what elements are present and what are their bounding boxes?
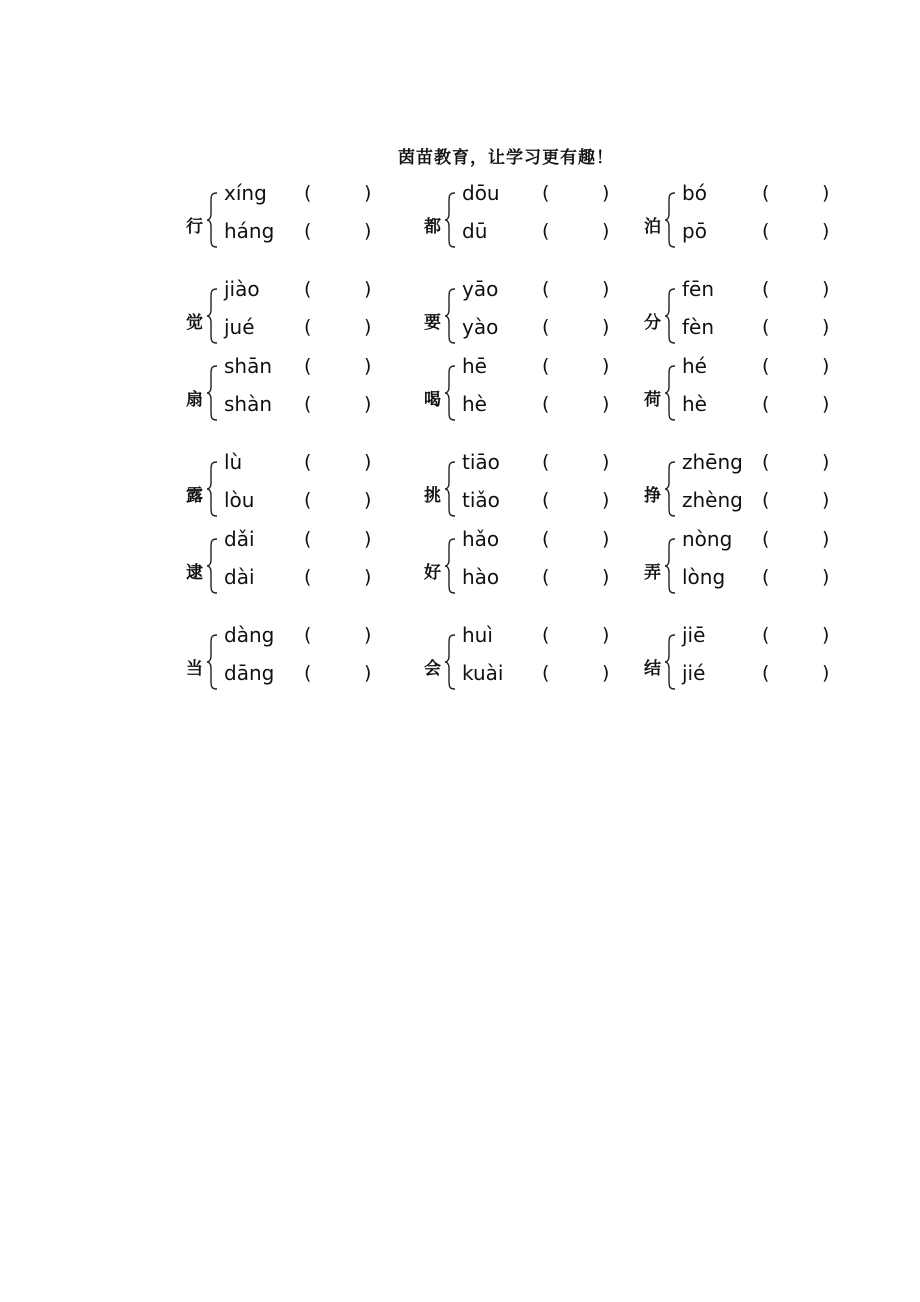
- brace-icon: [444, 288, 456, 344]
- answer-blank-open: (: [762, 528, 770, 550]
- answer-blank-close: ): [822, 451, 830, 473]
- reading-row: [462, 180, 642, 210]
- pinyin: dōu: [462, 181, 500, 205]
- answer-blank-open: (: [762, 278, 770, 300]
- pinyin: jié: [682, 661, 706, 685]
- answer-blank-close: ): [364, 662, 372, 684]
- answer-blank-open: (: [542, 393, 550, 415]
- character: 泊: [644, 217, 661, 237]
- brace-icon: [664, 461, 676, 517]
- answer-blank-close: ): [364, 566, 372, 588]
- reading-row: [682, 218, 862, 248]
- answer-blank-close: ): [602, 393, 610, 415]
- answer-blank-close: ): [602, 489, 610, 511]
- reading-row: [462, 314, 642, 344]
- answer-blank-open: (: [542, 528, 550, 550]
- answer-blank-open: (: [542, 566, 550, 588]
- polyphone-group: [424, 354, 639, 443]
- answer-blank-open: (: [304, 566, 312, 588]
- answer-blank-open: (: [762, 489, 770, 511]
- answer-blank-close: ): [364, 355, 372, 377]
- answer-blank-open: (: [304, 393, 312, 415]
- pinyin: jiào: [224, 277, 260, 301]
- character: 好: [424, 563, 441, 583]
- character: 挣: [644, 486, 661, 506]
- reading-row: [224, 391, 404, 421]
- reading-row: [682, 449, 862, 479]
- answer-blank-open: (: [762, 451, 770, 473]
- answer-blank-close: ): [602, 278, 610, 300]
- reading-row: [224, 314, 404, 344]
- page-header: [0, 0, 920, 200]
- character: 会: [424, 659, 441, 679]
- answer-blank-close: ): [822, 489, 830, 511]
- polyphone-group: [186, 181, 401, 270]
- reading-row: [224, 449, 404, 479]
- polyphone-group: [186, 354, 401, 443]
- pinyin: jiē: [682, 623, 706, 647]
- reading-row: [224, 526, 404, 556]
- reading-row: [462, 526, 642, 556]
- answer-blank-open: (: [542, 316, 550, 338]
- pinyin: hào: [462, 565, 500, 589]
- reading-row: [682, 660, 862, 690]
- reading-row: [224, 276, 404, 306]
- pinyin: lòng: [682, 565, 726, 589]
- answer-blank-close: ): [602, 355, 610, 377]
- answer-blank-open: (: [542, 220, 550, 242]
- character: 荷: [644, 390, 661, 410]
- polyphone-group: [186, 527, 401, 616]
- answer-blank-close: ): [822, 182, 830, 204]
- reading-row: [462, 391, 642, 421]
- reading-row: [224, 180, 404, 210]
- character: 弄: [644, 563, 661, 583]
- reading-row: [462, 276, 642, 306]
- character: 都: [424, 217, 441, 237]
- answer-blank-open: (: [762, 355, 770, 377]
- answer-blank-open: (: [304, 624, 312, 646]
- character: 挑: [424, 486, 441, 506]
- answer-blank-close: ): [364, 451, 372, 473]
- pinyin: pō: [682, 219, 707, 243]
- pinyin: hè: [682, 392, 707, 416]
- answer-blank-close: ): [364, 528, 372, 550]
- brace-icon: [206, 288, 218, 344]
- answer-blank-open: (: [304, 662, 312, 684]
- answer-blank-open: (: [304, 451, 312, 473]
- answer-blank-close: ): [602, 451, 610, 473]
- reading-row: [224, 564, 404, 594]
- answer-blank-open: (: [304, 528, 312, 550]
- reading-row: [462, 449, 642, 479]
- pinyin: hē: [462, 354, 487, 378]
- pinyin: lòu: [224, 488, 255, 512]
- polyphone-group: [424, 181, 639, 270]
- reading-row: [462, 487, 642, 517]
- reading-row: [682, 276, 862, 306]
- answer-blank-close: ): [822, 566, 830, 588]
- pinyin: huì: [462, 623, 493, 647]
- answer-blank-close: ): [364, 624, 372, 646]
- reading-row: [462, 218, 642, 248]
- character: 扇: [186, 390, 203, 410]
- character: 行: [186, 217, 203, 237]
- brace-icon: [206, 634, 218, 690]
- pinyin: tiǎo: [462, 488, 500, 512]
- pinyin: yào: [462, 315, 499, 339]
- character: 逮: [186, 563, 203, 583]
- answer-blank-open: (: [304, 489, 312, 511]
- answer-blank-open: (: [762, 182, 770, 204]
- answer-blank-open: (: [542, 662, 550, 684]
- reading-row: [682, 314, 862, 344]
- reading-row: [224, 487, 404, 517]
- polyphone-group: [186, 623, 401, 712]
- answer-blank-open: (: [304, 220, 312, 242]
- pinyin: dū: [462, 219, 488, 243]
- pinyin: tiāo: [462, 450, 500, 474]
- answer-blank-open: (: [542, 489, 550, 511]
- answer-blank-open: (: [304, 278, 312, 300]
- brace-icon: [206, 192, 218, 248]
- answer-blank-close: ): [364, 220, 372, 242]
- polyphone-group: [424, 527, 639, 616]
- pinyin: shàn: [224, 392, 273, 416]
- character: 结: [644, 659, 661, 679]
- pinyin: jué: [224, 315, 255, 339]
- answer-blank-open: (: [542, 451, 550, 473]
- pinyin: fēn: [682, 277, 715, 301]
- pinyin: dài: [224, 565, 255, 589]
- pinyin: kuài: [462, 661, 504, 685]
- character: 觉: [186, 313, 203, 333]
- polyphone-group: [424, 623, 639, 712]
- answer-blank-open: (: [542, 624, 550, 646]
- brace-icon: [664, 538, 676, 594]
- brace-icon: [664, 192, 676, 248]
- brace-icon: [444, 365, 456, 421]
- pinyin: shān: [224, 354, 273, 378]
- answer-blank-close: ): [602, 528, 610, 550]
- brace-icon: [664, 634, 676, 690]
- brace-icon: [206, 365, 218, 421]
- character: 露: [186, 486, 203, 506]
- pinyin: xíng: [224, 181, 267, 205]
- reading-row: [224, 660, 404, 690]
- pinyin: bó: [682, 181, 707, 205]
- reading-row: [462, 564, 642, 594]
- pinyin: lù: [224, 450, 243, 474]
- polyphone-group: [644, 623, 859, 712]
- answer-blank-open: (: [542, 278, 550, 300]
- pinyin: dāng: [224, 661, 275, 685]
- answer-blank-close: ): [822, 528, 830, 550]
- answer-blank-open: (: [304, 182, 312, 204]
- answer-blank-close: ): [822, 278, 830, 300]
- answer-blank-open: (: [304, 316, 312, 338]
- reading-row: [682, 391, 862, 421]
- answer-blank-close: ): [364, 182, 372, 204]
- answer-blank-open: (: [762, 220, 770, 242]
- answer-blank-open: (: [542, 182, 550, 204]
- answer-blank-close: ): [822, 624, 830, 646]
- answer-blank-close: ): [822, 316, 830, 338]
- brace-icon: [664, 365, 676, 421]
- answer-blank-close: ): [602, 182, 610, 204]
- pinyin: dǎi: [224, 527, 255, 551]
- pinyin: zhēng: [682, 450, 743, 474]
- answer-blank-open: (: [762, 624, 770, 646]
- answer-blank-close: ): [364, 489, 372, 511]
- reading-row: [682, 526, 862, 556]
- pinyin: fèn: [682, 315, 715, 339]
- polyphone-group: [644, 181, 859, 270]
- reading-row: [224, 622, 404, 652]
- reading-row: [682, 353, 862, 383]
- answer-blank-open: (: [762, 662, 770, 684]
- answer-blank-open: (: [762, 566, 770, 588]
- pinyin: dàng: [224, 623, 275, 647]
- pinyin: nòng: [682, 527, 733, 551]
- brace-icon: [444, 192, 456, 248]
- reading-row: [462, 353, 642, 383]
- answer-blank-open: (: [762, 393, 770, 415]
- answer-blank-close: ): [364, 278, 372, 300]
- answer-blank-close: ): [602, 316, 610, 338]
- answer-blank-close: ): [822, 393, 830, 415]
- character: 要: [424, 313, 441, 333]
- pinyin: háng: [224, 219, 275, 243]
- pinyin: hǎo: [462, 527, 500, 551]
- polyphone-group: [644, 527, 859, 616]
- brace-icon: [444, 634, 456, 690]
- answer-blank-close: ): [364, 393, 372, 415]
- reading-row: [682, 564, 862, 594]
- answer-blank-open: (: [762, 316, 770, 338]
- pinyin: hè: [462, 392, 487, 416]
- character: 当: [186, 659, 203, 679]
- brace-icon: [664, 288, 676, 344]
- pinyin: yāo: [462, 277, 499, 301]
- answer-blank-close: ): [602, 624, 610, 646]
- answer-blank-open: (: [304, 355, 312, 377]
- reading-row: [682, 622, 862, 652]
- polyphone-group: [644, 354, 859, 443]
- reading-row: [224, 218, 404, 248]
- page-title: 茵苗教育，让学习更有趣！: [398, 148, 614, 168]
- brace-icon: [444, 538, 456, 594]
- answer-blank-close: ): [822, 355, 830, 377]
- answer-blank-close: ): [602, 220, 610, 242]
- answer-blank-close: ): [822, 220, 830, 242]
- character: 分: [644, 313, 661, 333]
- character: 喝: [424, 390, 441, 410]
- brace-icon: [206, 538, 218, 594]
- brace-icon: [206, 461, 218, 517]
- pinyin: hé: [682, 354, 707, 378]
- pinyin: zhèng: [682, 488, 743, 512]
- answer-blank-open: (: [542, 355, 550, 377]
- answer-blank-close: ): [602, 566, 610, 588]
- reading-row: [462, 622, 642, 652]
- reading-row: [682, 487, 862, 517]
- answer-blank-close: ): [364, 316, 372, 338]
- reading-row: [462, 660, 642, 690]
- reading-row: [682, 180, 862, 210]
- reading-row: [224, 353, 404, 383]
- answer-blank-close: ): [602, 662, 610, 684]
- brace-icon: [444, 461, 456, 517]
- answer-blank-close: ): [822, 662, 830, 684]
